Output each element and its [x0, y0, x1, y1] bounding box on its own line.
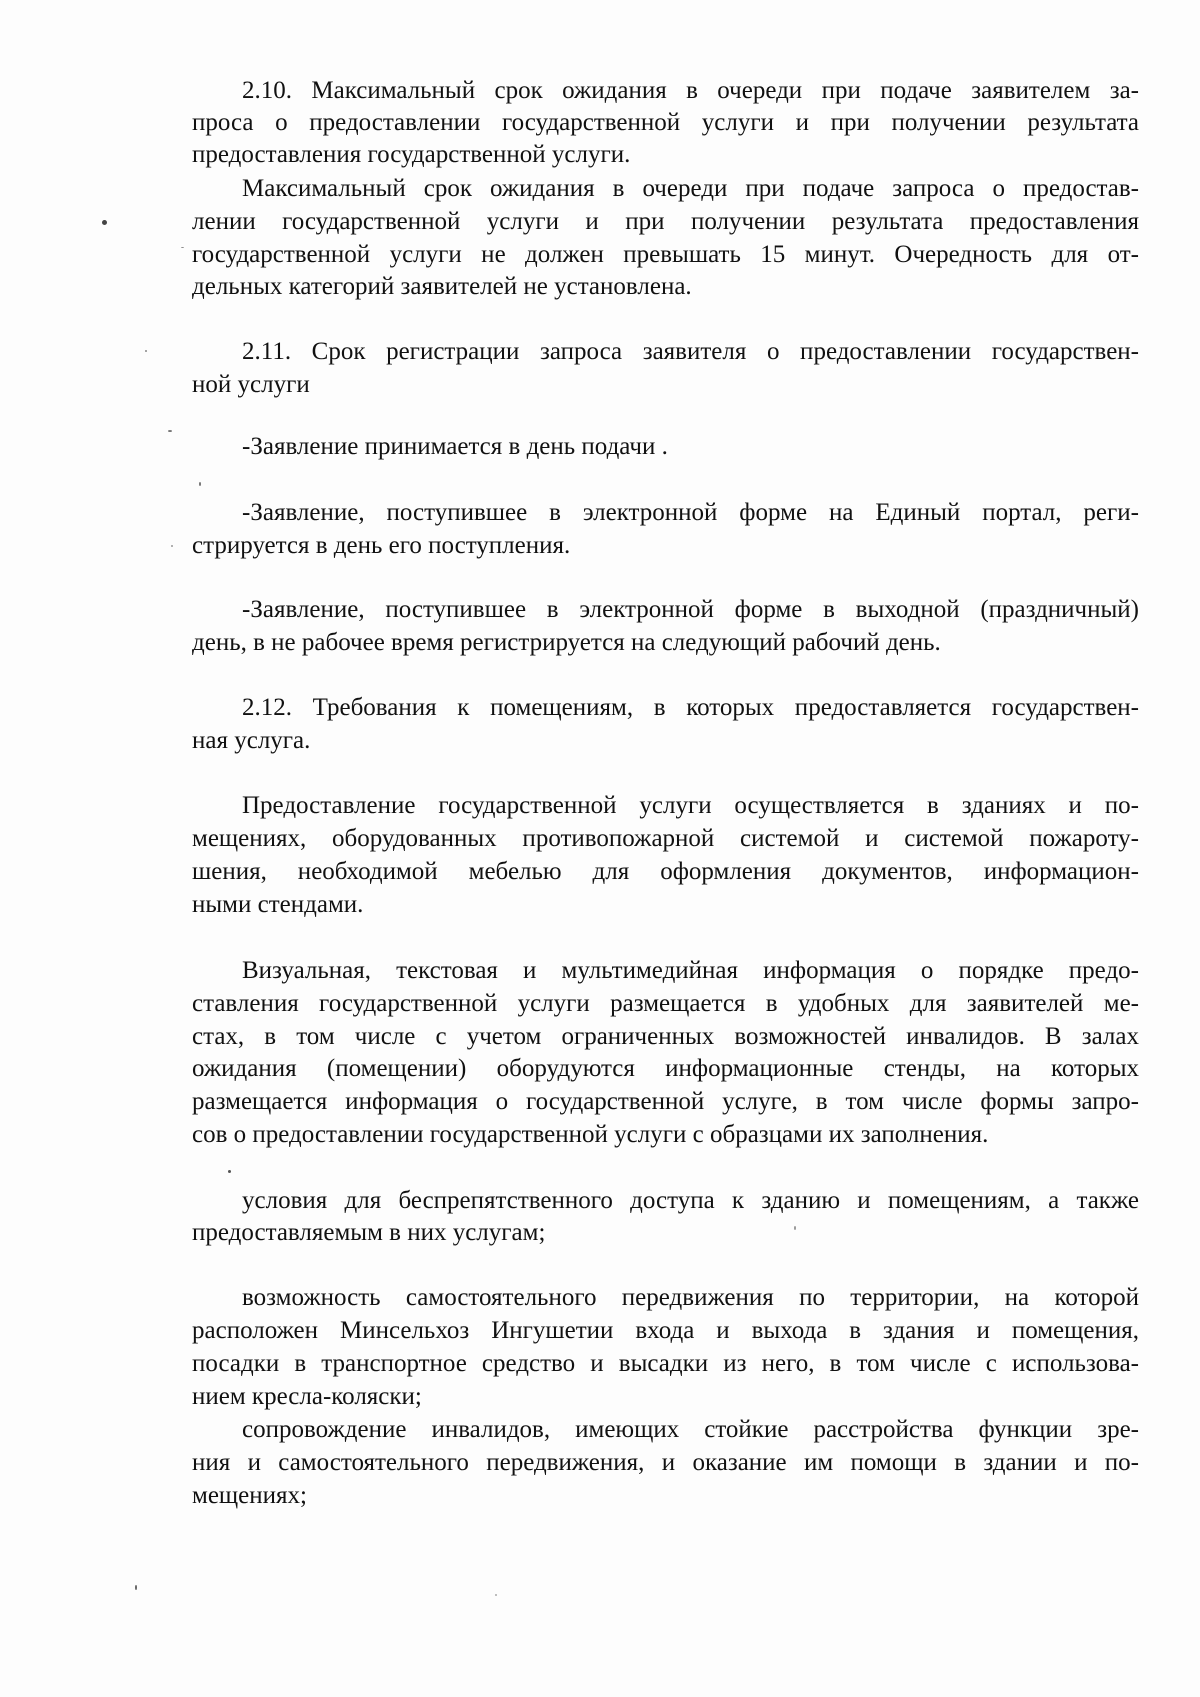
text-line: расположен Минсельхоз Ингушетии входа и выхода в здания и помещения, — [192, 1317, 1139, 1344]
scan-speck — [199, 482, 201, 486]
text-line: сопровождение инвалидов, имеющих стойкие расстройства функции зре- — [242, 1416, 1139, 1443]
text-line: размещается информация о государственной услуге, в том числе формы запро- — [192, 1088, 1139, 1115]
text-line: ставления государственной услуги размещается в удобных для заявителей ме- — [192, 990, 1139, 1017]
text-line: лении государственной услуги и при получении результата предоставления — [192, 208, 1139, 235]
text-line: ной услуги — [192, 371, 310, 398]
text-line: стах, в том числе с учетом ограниченных возможностей инвалидов. В залах — [192, 1023, 1139, 1050]
text-line: предоставляемым в них услугам; — [192, 1219, 546, 1246]
scan-speck — [794, 1226, 796, 1230]
text-line: посадки в транспортное средство и высадки из него, в том числе с использова- — [192, 1350, 1139, 1377]
text-line: 2.12. Требования к помещениям, в которых предоставляется государствен- — [242, 694, 1139, 721]
text-line: шения, необходимой мебелью для оформления документов, информацион- — [192, 858, 1139, 885]
text-line: нием кресла-коляски; — [192, 1383, 422, 1410]
text-line: ными стендами. — [192, 891, 364, 918]
text-line: Визуальная, текстовая и мультимедийная информация о порядке предо- — [242, 957, 1139, 984]
text-line: мещениях, оборудованных противопожарной системой и системой пожароту- — [192, 825, 1139, 852]
text-line: 2.10. Максимальный срок ожидания в очереди при подаче заявителем за- — [242, 77, 1139, 104]
text-line: Предоставление государственной услуги осуществляется в зданиях и по- — [242, 792, 1139, 819]
text-line: ния и самостоятельного передвижения, и оказание им помощи в здании и по- — [192, 1449, 1139, 1476]
scan-speck — [181, 247, 184, 248]
text-line: -Заявление принимается в день подачи . — [242, 433, 668, 460]
text-line: -Заявление, поступившее в электронной форме на Единый портал, реги- — [242, 499, 1139, 526]
text-line: ная услуга. — [192, 727, 311, 754]
text-line: предоставления государственной услуги. — [192, 141, 631, 168]
text-line: дельных категорий заявителей не установлена. — [192, 273, 692, 300]
scan-speck — [145, 350, 147, 352]
text-line: условия для беспрепятственного доступа к зданию и помещениям, а также — [242, 1187, 1139, 1214]
text-line: проса о предоставлении государственной услуги и при получении результата — [192, 109, 1139, 136]
scan-speck — [168, 430, 172, 432]
text-line: -Заявление, поступившее в электронной форме в выходной (праздничный) — [242, 596, 1139, 623]
scan-speck — [495, 1594, 497, 1596]
text-line: день, в не рабочее время регистрируется на следующий рабочий день. — [192, 629, 941, 656]
scan-speck — [102, 220, 107, 225]
text-line: возможность самостоятельного передвижения по территории, на которой — [242, 1284, 1139, 1311]
text-line: ожидания (помещении) оборудуются информационные стенды, на которых — [192, 1055, 1139, 1082]
text-line: 2.11. Срок регистрации запроса заявителя о предоставлении государствен- — [242, 338, 1139, 365]
scan-speck — [135, 1585, 137, 1590]
scan-speck — [228, 1170, 231, 1173]
text-line: государственной услуги не должен превышать 15 минут. Очередность для от- — [192, 241, 1139, 268]
text-line: Максимальный срок ожидания в очереди при подаче запроса о предостав- — [242, 175, 1139, 202]
text-line: сов о предоставлении государственной услуги с образцами их заполнения. — [192, 1121, 989, 1148]
scan-speck — [171, 545, 173, 547]
text-line: мещениях; — [192, 1482, 307, 1509]
text-line: стрируется в день его поступления. — [192, 532, 571, 559]
